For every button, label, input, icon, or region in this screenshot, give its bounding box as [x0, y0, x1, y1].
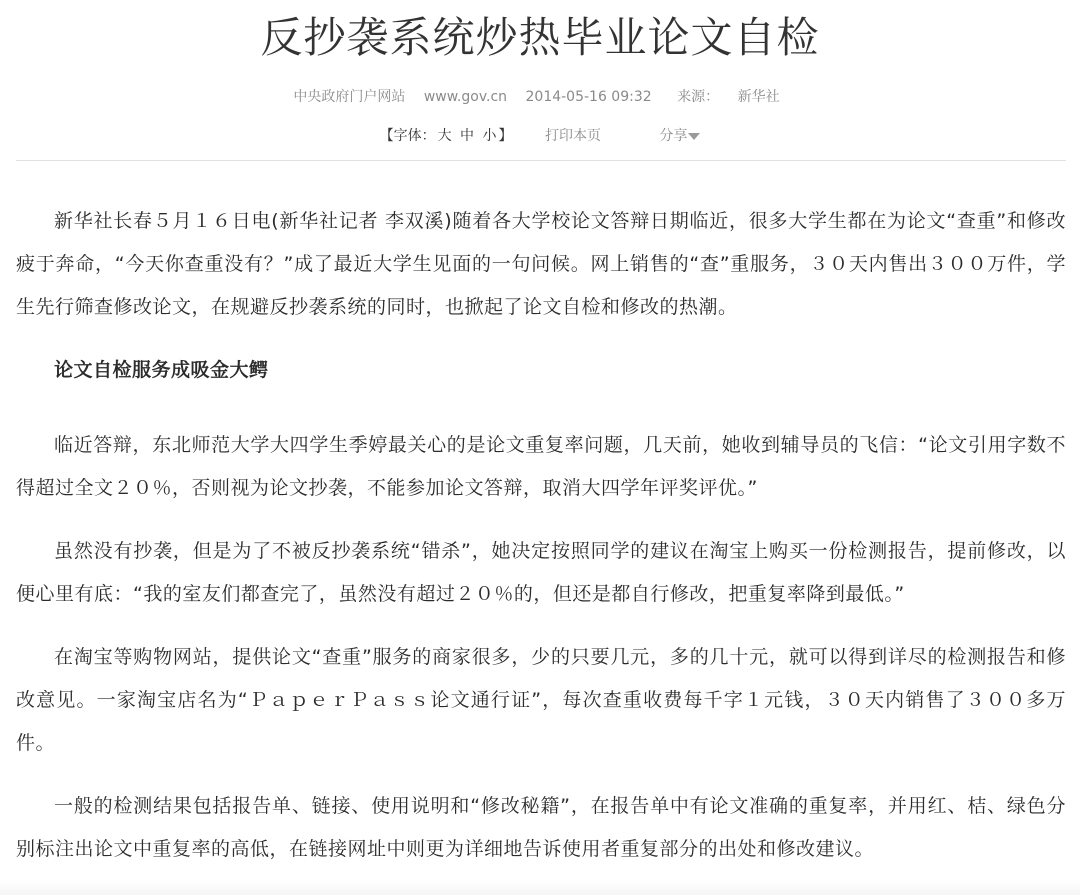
share-dropdown[interactable]: [659, 128, 700, 144]
source: [670, 89, 786, 105]
source-label: 来源：: [677, 89, 720, 105]
paragraph: 在淘宝等购物网站，提供论文“查重”服务的商家很多，少的只要几元，多的几十元，就可以得到详尽的检测报告和修改意见。一家淘宝店名为“ＰａｐｅｒＰａｓｓ论文通行证”，每次查重收费每千字１元钱，３０天内销售了３００多万件。: [16, 646, 1066, 754]
article-tools: [0, 125, 1080, 147]
font-size-small-button[interactable]: 小: [482, 128, 497, 144]
font-label-close: 】: [498, 128, 513, 144]
font-size-medium-button[interactable]: 中: [460, 128, 475, 144]
paragraph: 一般的检测结果包括报告单、链接、使用说明和“修改秘籍”，在报告单中有论文准确的重复率，并用红、桔、绿色分别标注出论文中重复率的高低，在链接网址中则更为详细地告诉使用者重复部分的出处和修改建议。: [16, 795, 1066, 860]
article-meta: [0, 86, 1080, 108]
font-size-large-button[interactable]: 大: [437, 128, 452, 144]
article-title: 反抄袭系统炒热毕业论文自检: [260, 13, 820, 62]
share-label: 分享: [659, 128, 688, 144]
font-label: 【字体：: [379, 128, 436, 144]
paragraph: 虽然没有抄袭，但是为了不被反抄袭系统“错杀”，她决定按照同学的建议在淘宝上购买一份检测报告，提前修改，以便心里有底：“我的室友们都查完了，虽然没有超过２０％的，但还是都自行修改，把重复率降到最低。”: [16, 540, 1066, 605]
article-body: [16, 200, 1066, 891]
publish-datetime: 2014-05-16 09:32: [525, 89, 652, 105]
section-subheading: 论文自检服务成吸金大鳄: [54, 359, 269, 381]
paragraph: 新华社长春５月１６日电(新华社记者 李双溪)随着各大学校论文答辩日期临近，很多大学生都在为论文“查重”和修改疲于奔命，“今天你查重没有？”成了最近大学生见面的一句问候。网上销售的“查”重服务，３０天内售出３００万件，学生先行筛查修改论文，在规避反抄袭系统的同时，也掀起了论文自检和修改的热潮。: [16, 210, 1066, 318]
site-name: 中央政府门户网站: [293, 89, 406, 105]
font-size-control: [380, 128, 513, 144]
print-page-link[interactable]: 打印本页: [544, 128, 601, 144]
paragraph: 临近答辩，东北师范大学大四学生季婷最关心的是论文重复率问题，几天前，她收到辅导员的飞信：“论文引用字数不得超过全文２０％，否则视为论文抄袭，不能参加论文答辩，取消大四学年评奖评优。”: [16, 434, 1066, 499]
source-name: 新华社: [737, 89, 780, 105]
site-url: www.gov.cn: [423, 89, 508, 105]
caret-down-icon: [688, 133, 700, 140]
bottom-edge: [0, 880, 1080, 895]
header-divider: [16, 160, 1066, 161]
